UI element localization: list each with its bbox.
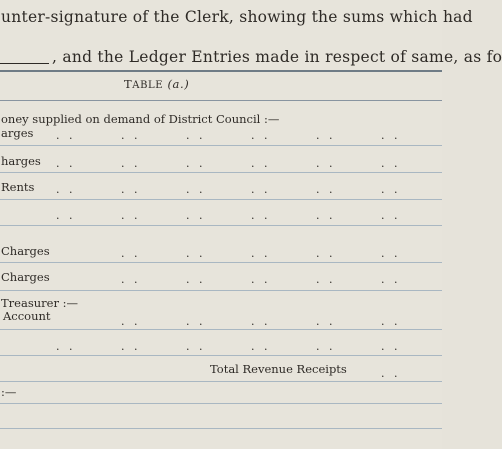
leader-dots: . . [121,315,141,328]
leader-dots: . . [316,183,336,196]
leader-dots: . . [381,157,401,170]
row-rule [0,381,442,382]
leader-dots: . . [316,209,336,222]
row-rule [0,403,442,404]
table-heading-smallcaps: ABLE [132,80,164,91]
leader-dots: . . [121,129,141,142]
leader-dots: . . [186,273,206,286]
table-heading-suffix: (a.) [167,77,190,91]
leader-dots: . . [56,340,76,353]
row-label: Charges [1,244,50,258]
intro-line-1: unter-signature of the Clerk, showing the sums which had [1,8,473,26]
leader-dots: . . [251,340,271,353]
row-label: Account [3,309,51,323]
intro-line-2: , and the Ledger Entries made in respect of same, as fo [52,48,502,66]
table-heading [124,79,189,91]
leader-dots: . . [316,273,336,286]
leader-dots: . . [381,209,401,222]
leader-dots: . . [186,183,206,196]
leader-dots: . . [251,315,271,328]
leader-dots: . . [381,315,401,328]
leader-dots: . . [56,209,76,222]
leader-dots: . . [251,129,271,142]
leader-dots: . . [381,129,401,142]
row-label: harges [1,154,41,168]
leader-dots: . . [121,209,141,222]
leader-dots: . . [251,273,271,286]
blank-fill-line [0,63,49,64]
leader-dots: . . [56,157,76,170]
leader-dots: . . [381,247,401,260]
leader-dots: . . [56,183,76,196]
table-intro-line: oney supplied on demand of District Council :— [1,112,280,126]
row-label: Charges [1,270,50,284]
row-rule [0,290,442,291]
leader-dots: . . [121,157,141,170]
row-label: Treasurer :— [1,296,78,310]
leader-dots: . . [381,273,401,286]
row-rule [0,262,442,263]
final-line: :— [1,385,17,399]
leader-dots: . . [186,247,206,260]
leader-dots: . . [251,157,271,170]
leader-dots: . . [121,247,141,260]
total-revenue-label: Total Revenue Receipts [210,362,347,376]
leader-dots: . . [316,340,336,353]
row-rule [0,172,442,173]
row-rule [0,225,442,226]
leader-dots: . . [316,247,336,260]
row-label: arges [1,126,34,140]
table-heading-prefix: T [124,77,133,91]
leader-dots: . . [186,340,206,353]
row-rule [0,199,442,200]
row-rule [0,355,442,356]
leader-dots: . . [251,209,271,222]
leader-dots: . . [121,340,141,353]
leader-dots: . . [381,367,401,380]
leader-dots: . . [251,183,271,196]
row-rule [0,428,442,429]
leader-dots: . . [186,129,206,142]
header-rule-top [0,70,442,72]
leader-dots: . . [316,157,336,170]
row-rule [0,145,442,146]
row-rule [0,329,442,330]
leader-dots: . . [251,247,271,260]
row-label: Rents [1,180,35,194]
leader-dots: . . [121,183,141,196]
leader-dots: . . [186,315,206,328]
leader-dots: . . [186,209,206,222]
leader-dots: . . [316,315,336,328]
leader-dots: . . [381,340,401,353]
header-rule-bottom [0,100,442,101]
leader-dots: . . [381,183,401,196]
leader-dots: . . [186,157,206,170]
leader-dots: . . [56,129,76,142]
leader-dots: . . [121,273,141,286]
leader-dots: . . [316,129,336,142]
